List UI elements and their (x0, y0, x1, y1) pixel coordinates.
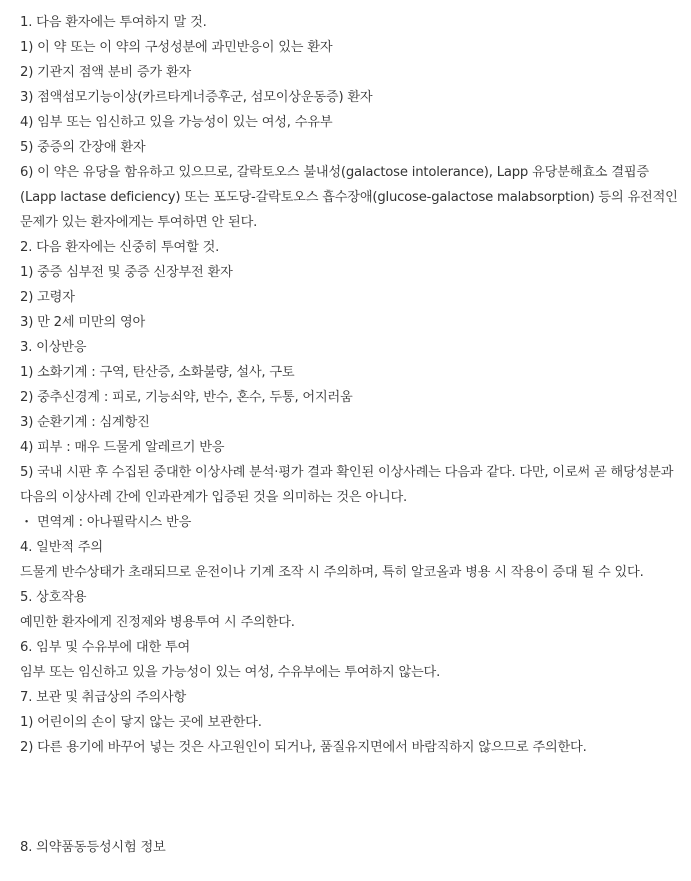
list-item-postmarketing: 5) 국내 시판 후 수집된 중대한 이상사례 분석·평가 결과 확인된 이상사례는 다음과 같다. 다만, 이로써 곧 해당성분과 다음의 이상사례 간에 인과관계가 입증된 것을 의미하는 것은 아니다. (20, 465, 674, 505)
list-item: 4) 피부 : 매우 드물게 알레르기 반응 (20, 440, 225, 455)
list-item: 3) 순환기계 : 심계항진 (20, 415, 150, 430)
list-item: 3) 점액섬모기능이상(카르타게너증후군, 섬모이상운동증) 환자 (20, 90, 373, 105)
list-item-bullet: ・ 면역계 : 아나필락시스 반응 (20, 515, 192, 530)
list-item: 2) 중추신경계 : 피로, 기능쇠약, 반수, 혼수, 두통, 어지러움 (20, 390, 353, 405)
list-item: 1) 어린이의 손이 닿지 않는 곳에 보관한다. (20, 715, 262, 730)
section-heading-pregnancy: 6. 임부 및 수유부에 대한 투여 (20, 640, 191, 655)
list-item: 2) 기관지 점액 분비 증가 환자 (20, 65, 192, 80)
list-item: 4) 임부 또는 임신하고 있을 가능성이 있는 여성, 수유부 (20, 115, 333, 130)
list-item-lactose-warning: 6) 이 약은 유당을 함유하고 있으므로, 갈락토오스 불내성(galactose intolerance), Lapp 유당분해효소 결핍증(Lapp lactase deficiency) 또는 포도당-갈락토오스 흡수장애(glucose-galactose malabsorption) 등의 유전적인 문제가 있는 환자에게는 투여하면 안 된다. (20, 165, 678, 230)
list-item: 3) 만 2세 미만의 영아 (20, 315, 146, 330)
spacer (20, 760, 685, 835)
list-item: 2) 다른 용기에 바꾸어 넣는 것은 사고원인이 되거나, 품질유지면에서 바람직하지 않으므로 주의한다. (20, 740, 587, 755)
section-heading-caution: 2. 다음 환자에는 신중히 투여할 것. (20, 240, 220, 255)
paragraph-interactions: 예민한 환자에게 진정제와 병용투여 시 주의한다. (20, 615, 295, 630)
section-heading-interactions: 5. 상호작용 (20, 590, 87, 605)
paragraph-general-precautions: 드물게 반수상태가 초래되므로 운전이나 기계 조작 시 주의하며, 특히 알코올과 병용 시 작용이 증대 될 수 있다. (20, 565, 644, 580)
section-heading-bioequivalence: 8. 의약품동등성시험 정보 (20, 840, 166, 855)
list-item: 5) 중증의 간장애 환자 (20, 140, 146, 155)
section-heading-contraindications: 1. 다음 환자에는 투여하지 말 것. (20, 15, 207, 30)
list-item: 1) 이 약 또는 이 약의 구성성분에 과민반응이 있는 환자 (20, 40, 333, 55)
section-heading-general-precautions: 4. 일반적 주의 (20, 540, 103, 555)
list-item: 1) 소화기계 : 구역, 탄산증, 소화불량, 설사, 구토 (20, 365, 295, 380)
paragraph-pregnancy: 임부 또는 임신하고 있을 가능성이 있는 여성, 수유부에는 투여하지 않는다. (20, 665, 441, 680)
list-item: 2) 고령자 (20, 290, 75, 305)
list-item: 1) 중증 심부전 및 중증 신장부전 환자 (20, 265, 233, 280)
section-heading-adverse-reactions: 3. 이상반응 (20, 340, 87, 355)
document-body (20, 10, 685, 860)
section-heading-storage: 7. 보관 및 취급상의 주의사항 (20, 690, 187, 705)
